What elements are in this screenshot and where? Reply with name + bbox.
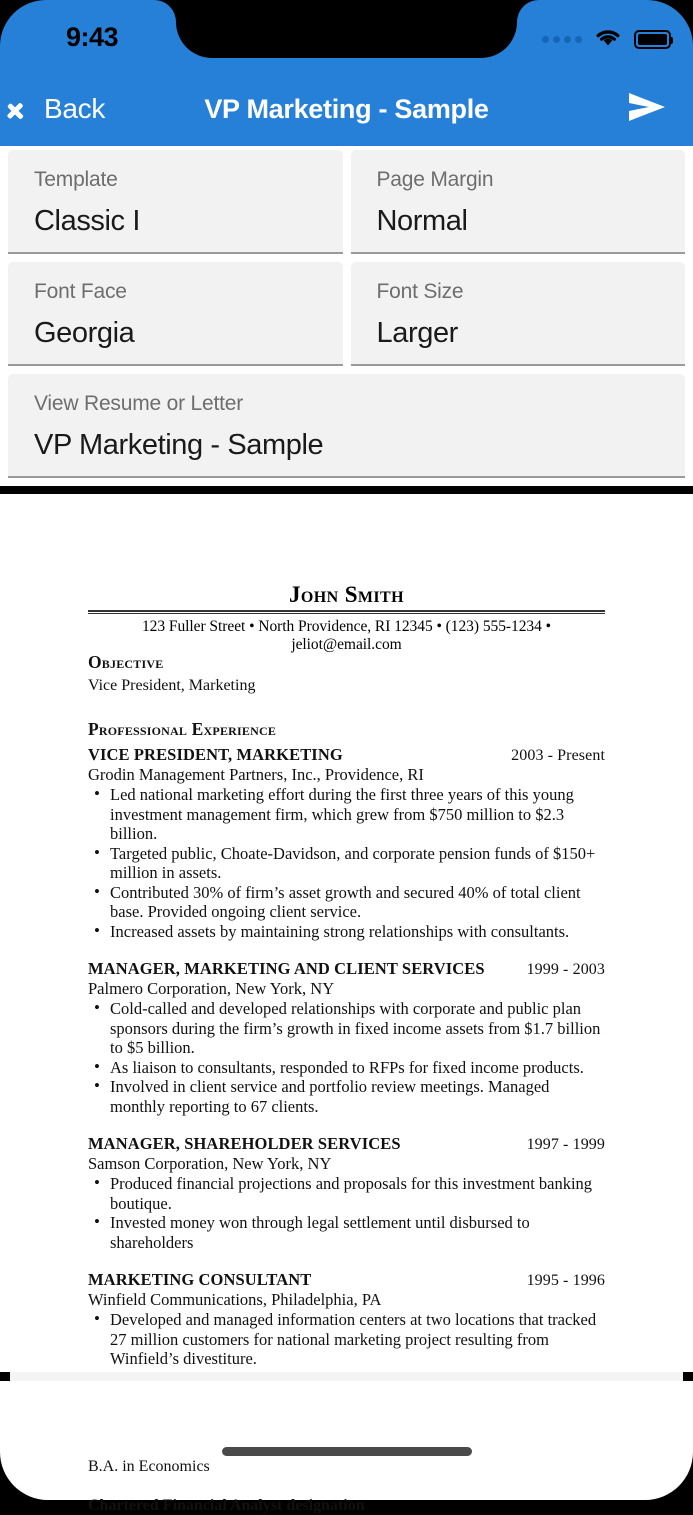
resume-contact-line: 123 Fuller Street • North Providence, RI 12345 • (123) 555-1234 • jeliot@email.com: [141, 618, 552, 653]
job-title: MANAGER, MARKETING AND CLIENT SERVICES: [88, 959, 485, 978]
job-dates: 2003 - Present: [511, 747, 605, 764]
template-field-value: Classic I: [34, 205, 140, 237]
font-face-field-label: Font Face: [34, 280, 127, 303]
job-title: VICE PRESIDENT, MARKETING: [88, 745, 343, 764]
back-button-label: Back: [44, 93, 106, 124]
job-bullet: • Led national marketing effort during the first three years of this young investment management firm, which grew from $750 million to $2.3 billion.: [88, 785, 605, 844]
page-break-separator: [10, 1372, 683, 1381]
settings-row-1: [8, 150, 685, 254]
job-bullets: [88, 1310, 605, 1369]
resume-name: John Smith: [289, 582, 404, 607]
job-organization: Samson Corporation, New York, NY: [88, 1154, 332, 1173]
job-bullets: [88, 785, 605, 941]
job-entry: [88, 1270, 605, 1369]
objective-text: Vice President, Marketing: [88, 677, 256, 694]
education-degree: B.A. in Economics: [88, 1458, 210, 1475]
view-resume-or-letter-field[interactable]: [8, 374, 685, 478]
home-indicator[interactable]: [222, 1447, 472, 1456]
template-field[interactable]: [8, 150, 343, 254]
job-bullet: • Invested money won through legal settlement until disbursed to shareholders: [88, 1213, 605, 1252]
font-face-field[interactable]: [8, 262, 343, 366]
job-organization: Winfield Communications, Philadelphia, PA: [88, 1290, 382, 1309]
job-title: MARKETING CONSULTANT: [88, 1270, 312, 1289]
device-notch: [176, 0, 517, 58]
chevron-left-icon: [20, 94, 37, 124]
job-bullet: • Increased assets by maintaining strong relationships with consultants.: [88, 922, 605, 942]
job-bullets: [88, 999, 605, 1116]
view-resume-or-letter-value: VP Marketing - Sample: [34, 429, 324, 461]
page-margin-field-value: Normal: [376, 205, 468, 237]
job-bullet: • Involved in client service and portfolio review meetings. Managed monthly reporting to 67 clients.: [88, 1077, 605, 1116]
job-title: MANAGER, SHAREHOLDER SERVICES: [88, 1134, 401, 1153]
resume-header-rule: [88, 610, 605, 614]
job-bullet: • As liaison to consultants, responded to RFPs for fixed income products.: [88, 1058, 605, 1078]
job-header: [88, 1270, 605, 1290]
template-field-label: Template: [34, 168, 118, 191]
job-bullet: • Targeted public, Choate-Davidson, and corporate pension funds of $150+ million in assets.: [88, 844, 605, 883]
settings-row-2: [8, 262, 685, 366]
back-button[interactable]: [20, 93, 105, 125]
document-settings-panel: [0, 146, 693, 486]
battery-full-icon: [634, 30, 671, 49]
job-header: [88, 959, 605, 979]
font-size-field-label: Font Size: [376, 280, 464, 303]
education-certification: Chartered Financial Analyst designation: [88, 1497, 365, 1514]
job-bullet: • Cold-called and developed relationships with corporate and public plan sponsors during the firm’s growth in fixed income assets from $1.7 billion to $5 billion.: [88, 999, 605, 1058]
objective-heading: Objective: [88, 652, 164, 672]
job-bullet: • Developed and managed information centers at two locations that tracked 27 million customers for national marketing project resulting from Winfield’s divestiture.: [88, 1310, 605, 1369]
page-margin-field[interactable]: [351, 150, 686, 254]
send-arrow-icon: [625, 89, 669, 130]
job-header: [88, 745, 605, 765]
resume-body: [88, 652, 605, 1440]
job-bullets: [88, 1174, 605, 1252]
job-entry: [88, 1134, 605, 1252]
job-entry: [88, 959, 605, 1116]
job-organization: Palmero Corporation, New York, NY: [88, 979, 335, 998]
wifi-icon: [593, 26, 623, 53]
job-bullet: • Contributed 30% of firm’s asset growth and secured 40% of total client base. Provided ongoing client service.: [88, 883, 605, 922]
share-button[interactable]: [625, 89, 669, 130]
resume-page-1: [0, 494, 693, 1372]
job-bullet: • Produced financial projections and proposals for this investment banking boutique.: [88, 1174, 605, 1213]
job-dates: 1999 - 2003: [526, 961, 605, 978]
notch-corner-left: [154, 0, 176, 22]
font-face-field-value: Georgia: [34, 317, 135, 349]
navigation-bar: [0, 72, 693, 146]
status-bar-indicators: [542, 26, 671, 53]
page-title: VP Marketing - Sample: [204, 93, 489, 124]
page-margin-field-label: Page Margin: [376, 168, 494, 191]
font-size-field-value: Larger: [376, 317, 458, 349]
notch-corner-right: [517, 0, 539, 22]
job-organization: Grodin Management Partners, Inc., Providence, RI: [88, 765, 424, 784]
status-bar-clock: 9:43: [66, 22, 119, 52]
experience-heading: Professional Experience: [88, 719, 277, 739]
job-dates: 1995 - 1996: [526, 1272, 605, 1289]
settings-row-3: [8, 374, 685, 478]
view-resume-or-letter-label: View Resume or Letter: [34, 392, 244, 415]
job-header: [88, 1134, 605, 1154]
job-entry: [88, 745, 605, 941]
job-dates: 1997 - 1999: [526, 1136, 605, 1153]
font-size-field[interactable]: [351, 262, 686, 366]
signal-dots-icon: [542, 36, 582, 43]
resume-page-2: [0, 1381, 693, 1514]
